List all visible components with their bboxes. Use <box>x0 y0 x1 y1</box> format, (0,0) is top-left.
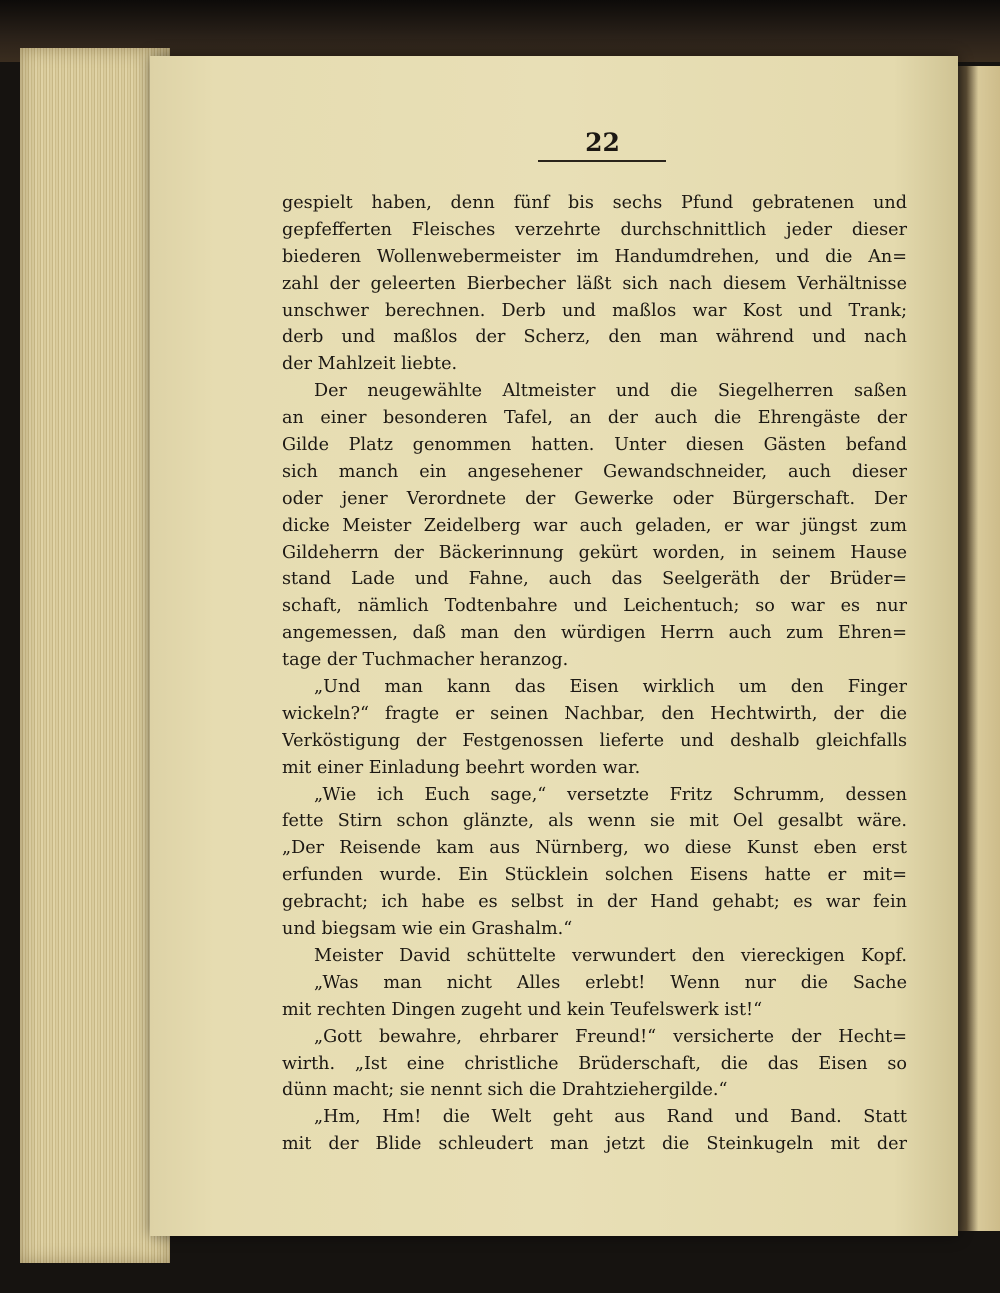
text-line: dicke Meister Zeidelberg war auch geladen, er war jüngst zum <box>282 515 907 536</box>
text-line: oder jener Verordnete der Gewerke oder Bürgerschaft. Der <box>282 488 907 509</box>
facing-page-edge <box>952 66 1000 1231</box>
text-line: dünn macht; sie nennt sich die Drahtziehergilde.“ <box>282 1080 728 1101</box>
text-line: tage der Tuchmacher heranzog. <box>282 650 569 671</box>
text-line: und biegsam wie ein Grashalm.“ <box>282 919 573 940</box>
text-line: Meister David schüttelte verwundert den viereckigen Kopf. <box>314 945 907 966</box>
text-line: „Hm, Hm! die Welt geht aus Rand und Band. Statt <box>314 1107 907 1128</box>
text-line: mit einer Einladung beehrt worden war. <box>282 757 641 778</box>
text-line: sich manch ein angesehener Gewandschneider, auch dieser <box>282 461 907 482</box>
text-line: „Was man nicht Alles erlebt! Wenn nur die Sache <box>314 972 907 993</box>
text-line: gebracht; ich habe es selbst in der Hand gehabt; es war fein <box>282 892 907 913</box>
text-line: „Der Reisende kam aus Nürnberg, wo diese Kunst eben erst <box>282 838 907 859</box>
text-line: erfunden wurde. Ein Stücklein solchen Eisens hatte er mit= <box>282 865 907 886</box>
text-line: an einer besonderen Tafel, an der auch die Ehrengäste der <box>282 408 907 429</box>
text-line: gespielt haben, denn fünf bis sechs Pfund gebratenen und <box>282 193 907 213</box>
text-line: schaft, nämlich Todtenbahre und Leichentuch; so war es nur <box>282 596 907 617</box>
page-number: 22 <box>585 128 620 157</box>
text-line: der Mahlzeit liebte. <box>282 354 458 375</box>
text-line: wickeln?“ fragte er seinen Nachbar, den Hechtwirth, der die <box>282 703 907 724</box>
text-line: zahl der geleerten Bierbecher läßt sich nach diesem Verhältnisse <box>282 273 907 294</box>
text-line: „Gott bewahre, ehrbarer Freund!“ versicherte der Hecht= <box>314 1026 907 1047</box>
body-text <box>282 190 907 1158</box>
text-line: Der neugewählte Altmeister und die Siegelherren saßen <box>314 381 907 402</box>
text-line: „Wie ich Euch sage,“ versetzte Fritz Schrumm, dessen <box>314 784 907 805</box>
text-line: Gilde Platz genommen hatten. Unter diesen Gästen befand <box>282 435 907 456</box>
text-line: stand Lade und Fahne, auch das Seelgeräth der Brüder= <box>282 569 907 590</box>
page-number-rule <box>538 160 666 162</box>
text-line: wirth. „Ist eine christliche Brüderschaft, die das Eisen so <box>282 1053 907 1074</box>
text-line: angemessen, daß man den würdigen Herrn auch zum Ehren= <box>282 623 907 644</box>
text-line: „Und man kann das Eisen wirklich um den Finger <box>314 677 907 698</box>
text-line: mit rechten Dingen zugeht und kein Teufelswerk ist!“ <box>282 999 763 1020</box>
text-line: unschwer berechnen. Derb und maßlos war Kost und Trank; <box>282 300 907 321</box>
text-line: derb und maßlos der Scherz, den man während und nach <box>282 327 907 348</box>
text-line: gepfefferten Fleisches verzehrte durchschnittlich jeder dieser <box>282 219 907 240</box>
text-line: mit der Blide schleudert man jetzt die Steinkugeln mit der <box>282 1134 907 1155</box>
text-line: Verköstigung der Festgenossen lieferte und deshalb gleichfalls <box>282 730 907 751</box>
text-line: fette Stirn schon glänzte, als wenn sie mit Oel gesalbt wäre. <box>282 811 907 832</box>
text-line: biederen Wollenwebermeister im Handumdrehen, und die An= <box>282 246 907 267</box>
text-line: Gildeherrn der Bäckerinnung gekürt worden, in seinem Hause <box>282 542 907 563</box>
page-stack-edge <box>20 48 170 1263</box>
